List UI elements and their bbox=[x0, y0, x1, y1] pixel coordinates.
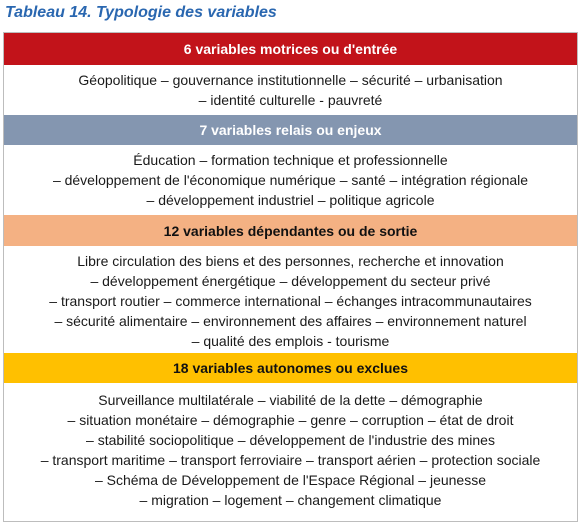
section-body-dependantes bbox=[4, 246, 577, 353]
body-line: – transport routier – commerce international – échanges intracommunautaires bbox=[49, 293, 532, 309]
body-line: Éducation – formation technique et professionnelle bbox=[133, 152, 448, 168]
section-header-motrices: 6 variables motrices ou d'entrée bbox=[4, 33, 577, 65]
body-line: – sécurité alimentaire – environnement des affaires – environnement naturel bbox=[54, 313, 527, 329]
section-header-relais: 7 variables relais ou enjeux bbox=[4, 115, 577, 145]
body-line: – transport maritime – transport ferroviaire – transport aérien – protection sociale bbox=[40, 452, 541, 468]
section-body-relais bbox=[4, 145, 577, 215]
table-title: Tableau 14. Typologie des variables bbox=[5, 4, 277, 21]
body-line: – Schéma de Développement de l'Espace Régional – jeunesse bbox=[94, 472, 487, 488]
variables-table bbox=[3, 32, 578, 522]
body-line: – développement industriel – politique agricole bbox=[146, 192, 435, 208]
body-line: – situation monétaire – démographie – genre – corruption – état de droit bbox=[67, 412, 514, 428]
body-line: – développement de l'économique numérique – santé – intégration régionale bbox=[52, 172, 529, 188]
section-header-dependantes: 12 variables dépendantes ou de sortie bbox=[4, 215, 577, 246]
body-line: Surveillance multilatérale – viabilité de la dette – démographie bbox=[98, 392, 483, 408]
body-line: – stabilité sociopolitique – développement de l'industrie des mines bbox=[86, 432, 495, 448]
body-line: – identité culturelle - pauvreté bbox=[198, 92, 383, 108]
section-body-autonomes bbox=[4, 383, 577, 521]
body-line: – qualité des emplois - tourisme bbox=[191, 333, 390, 349]
body-line: Libre circulation des biens et des personnes, recherche et innovation bbox=[77, 253, 504, 269]
body-line: – migration – logement – changement climatique bbox=[139, 492, 442, 508]
body-line: Géopolitique – gouvernance institutionnelle – sécurité – urbanisation bbox=[78, 72, 503, 88]
section-body-motrices bbox=[4, 65, 577, 115]
section-header-autonomes: 18 variables autonomes ou exclues bbox=[4, 353, 577, 383]
body-line: – développement énergétique – développement du secteur privé bbox=[90, 273, 491, 289]
